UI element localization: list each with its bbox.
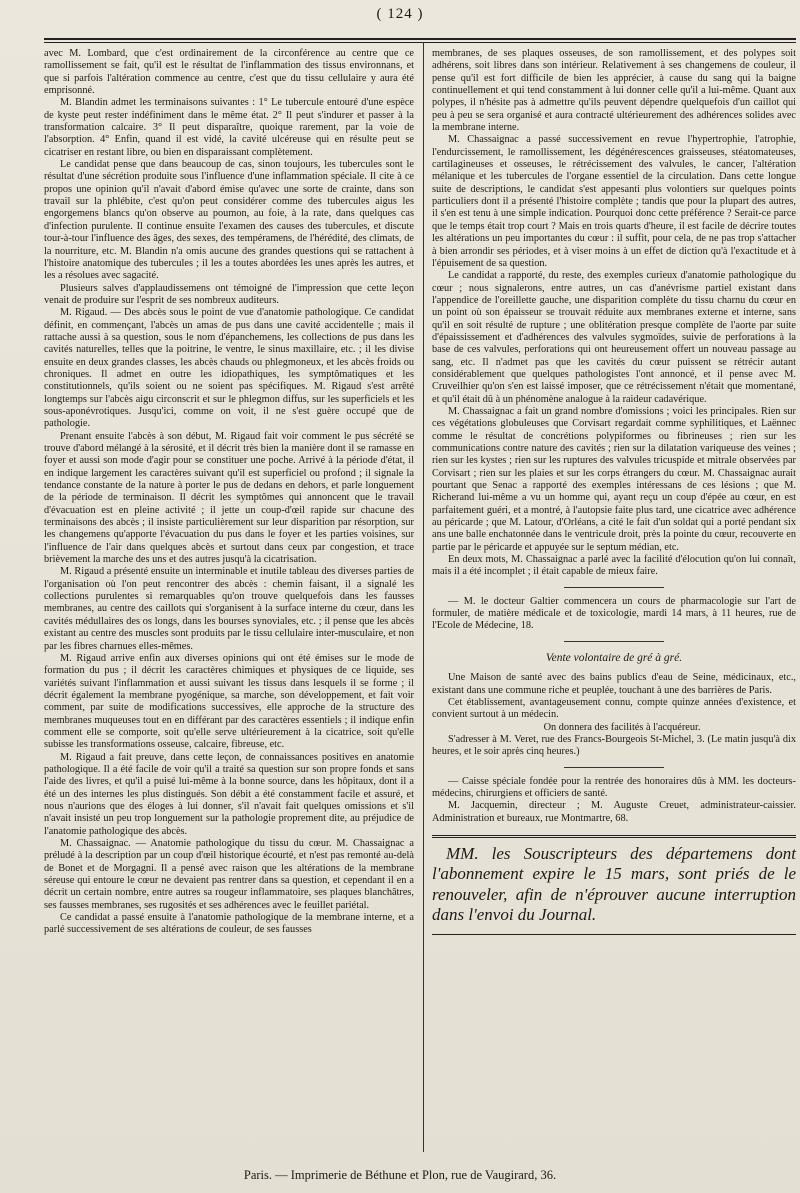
article-paragraph: avec M. Lombard, que c'est ordinairement de la circonférence au centre que ce ramollissement se fait, qu'il est le résultat de l'inflammation des tissus environnans, et que si parfois l'altération commence au centre, c'est que du tissu cellulaire y aura été emprisonné. [44,48,414,97]
article-paragraph: Prenant ensuite l'abcès à son début, M. Rigaud fait voir comment le pus sécrété se trouve d'abord mélangé à la sérosité, et il décrit très bien la manière dont il se ramasse en foyer et aussi son mode d'agir pour se constituer une poche. Arrivé à la période d'état, il en indique largement les caractères suivant qu'il est superficiel ou profond ; il signale la tendance constante de la nature à porter le pus de dedans en dehors, et parle longuement de la période de terminaison. Il décrit les symptômes qui annoncent que le travail d'évacuation est en pleine activité ; il jette un coup-d'œil rapide sur chacune des terminaisons des abcès ; il insiste particulièrement sur leur disparition par résorption, sur les changemens qu'apporte l'évacuation du pus dans le foyer et les parties voisines, sur l'influence de l'air dans quelques abcès et surtout dans ceux par congestion, et trace brièvement la marche des uns et des autres jusqu'à la cicatrisation. [44,430,414,566]
printer-footer: Paris. — Imprimerie de Béthune et Plon, rue de Vaugirard, 36. [243,1168,557,1182]
sale-paragraph: Une Maison de santé avec des bains publics d'eau de Seine, médicinaux, etc., existant dans une commune riche et peuplée, touchant à une des barrières de Paris. [432,672,796,696]
article-paragraph: Le candidat a rapporté, du reste, des exemples curieux d'anatomie pathologique du cœur ; nous signalerons, entre autres, un cas d'anévrisme partiel existant dans l'appendice de l'oreillette gauche, une disparition complète du tissu charnu du cœur en un point où son épaisseur se trouvait réduite aux membranes externe et interne, sans qu'il en soit résulté de rupture ; une oblitération presque complète de l'aorte par suite d'épaississement et d'adhérences des valvules sygmoïdes, suivie de perforations à la base de ces valvules, perforations qui ont heureusement offert un nouveau passage au sang, etc. Il n'admet pas que les cavités du cœur puissent se rétrécir autant considérablement que quelques pathologistes l'ont annoncé, et il pense avec M. Cruveilhier qu'on s'en est laissé imposer, que ce rétrécissement n'était que momentané, et qu'il était dû à un phénomène analogue à la raideur cadavérique. [432,270,796,405]
article-paragraph: Le candidat pense que dans beaucoup de cas, sinon toujours, les tubercules sont le résultat d'une sécrétion produite sous l'influence d'une inflammation spéciale. Il cite à ce propos une opinion qu'il n'avait d'abord émise qu'avec une sorte de crainte, dans son travail sur la phlébite, c'est qu'on peut considérer comme des tubercules aigus les engorgemens blancs qu'on observe au poumon, au foie, à la rate, dans quelques cas d'infection purulente. Il continue ensuite l'examen des causes des tubercules, et discute tour-à-tour l'influence des âges, des sexes, des tempéramens, de l'hérédité, des climats, de la nourriture, etc. M. Blandin n'a omis aucune des grandes questions qui se rattachent à l'histoire anatomique des tubercules ; il les a toutes abordées les unes après les autres, et les a résolues avec sagacité. [44,159,414,282]
article-paragraph: M. Chassaignac. — Anatomie pathologique du tissu du cœur. M. Chassaignac a préludé à la description par un coup d'œil historique écourté, et n'est pas remonté au-delà de Bonet et de Morgagni. Il a pensé avec raison que les altérations de la membrane séreuse qui entoure le cœur ne devaient pas rentrer dans sa question, et cependant il en a décrit un certain nombre, entre autres sa rougeur inflammatoire, ses plaques blanchâtres, ses fausses membranes, ses rugosités et ses adhérences avec le feuillet pariétal. [44,838,414,911]
section-divider [564,587,664,588]
section-divider [564,641,664,642]
caisse-paragraph: M. Jacquemin, directeur ; M. Auguste Creuet, administrateur-caissier. Administration et bureaux, rue Montmartre, 68. [432,800,796,824]
column-divider [423,42,424,1152]
caisse-paragraph: — Caisse spéciale fondée pour la rentrée des honoraires dûs à MM. les docteurs-médecins, chirurgiens et officiers de santé. [432,775,796,799]
article-paragraph: En deux mots, M. Chassaignac a parlé avec la facilité d'élocution qu'on lui connaît, mais il a été incomplet ; il était capable de mieux faire. [432,554,796,578]
article-paragraph: M. Blandin admet les terminaisons suivantes : 1° Le tubercule entouré d'une espèce de kyste peut rester indéfiniment dans le même état. 2° Il peut s'indurer et passer à la transformation calcaire. 3° Il peut disparaître, quoique rarement, par la voie de l'absorption. 4° Enfin, quand il est vidé, la cavité ulcéreuse qui en résulte peut se cicatriser en restant libre, ou bien en disparaissant complètement. [44,97,414,158]
header-rule [44,38,796,43]
article-paragraph: membranes, de ses plaques osseuses, de son ramollissement, et des polypes soit adhérens, soit libres dans son intérieur. Relativement à ses changemens de couleur, il pense qu'il est fort difficile de bien les apprécier, à cause du sang qui la baigne continuellement et qui tend constamment à lui donner celle qu'il a lui-même. Quant aux polypes, il n'hésite pas à admettre qu'ils peuvent dépendre quelquefois d'un caillot qui peu à peu se sera organisé et aura contracté ultérieurement des adhérences solides avec la membrane interne. [432,48,796,134]
course-announcement: — M. le docteur Galtier commencera un cours de pharmacologie sur l'art de formuler, de matière médicale et de toxicologie, mardi 14 mars, à 11 heures, rue de l'Ecole de Médecine, 18. [432,595,796,632]
article-paragraph: M. Chassaignac a passé successivement en revue l'hypertrophie, l'atrophie, l'endurcissement, le ramollissement, les dégénérescences graisseuses, stéatomateuses, cartilagineuses et osseuses, le rétrécissement des valvules, le cancer, l'altération mélanique et les tubercules de l'organe essentiel de la circulation. Dans cette longue suite de descriptions, le candidat s'est appesanti plus volontiers sur quelques points particuliers dont il a présenté l'histoire complète ; tandis que pour la plupart des autres, il s'en est tenu à une simple indication. Pourquoi donc cette préférence ? Serait-ce parce que le temps était trop court ? Mais en trois quarts d'heure, il est facile de décrire toutes les altérations un peu importantes du cœur : il suffit, pour cela, de ne pas trop s'attacher à bien arrondir ses périodes, et à viser moins à un effet de diction qu'à l'exactitude et à l'épuisement de sa question. [432,134,796,269]
notice-rule [432,835,796,838]
sale-paragraph: S'adresser à M. Veret, rue des Francs-Bourgeois St-Michel, 3. (Le matin jusqu'à dix heures, et le soir après cinq heures.) [432,733,796,758]
sale-paragraph: Cet établissement, avantageusement connu, compte quinze années d'existence, et convient surtout à un médecin. [432,696,796,721]
article-paragraph: M. Rigaud. — Des abcès sous le point de vue d'anatomie pathologique. Ce candidat définit, en commençant, l'abcès un amas de pus dans une cavité accidentelle ; mais il rattache aussi à sa question, sous le nom d'épanchemens, les collections de pus dans les cavités naturelles, telles que la poitrine, le ventre, le sinus maxillaire, etc. ; il les divise ensuite en deux grandes classes, les abcès chauds ou phlegmoneux, et les abcès froids ou chroniques. Il admet en outre les idiopathiques, les symptômatiques et les constitutionnels, qu'ils soient ou ne soient pas spécifiques. M. Rigaud s'est arrêté longtemps sur l'abcès aigu circonscrit et sur le phlegmon diffus, sur les superficiels et les sous-aponévrotiques. Jusqu'ici, comme on voit, il ne s'est guère occupé que de pathologie. [44,307,414,430]
left-column [44,48,414,937]
section-divider [564,767,664,768]
article-paragraph: M. Rigaud arrive enfin aux diverses opinions qui ont été émises sur le mode de formation du pus ; il décrit les caractères chimiques et physiques de ce liquide, ses variétés suivant l'inflammation et aussi suivant les tissus dans lesquels il se forme ; il décrit également la membrane pyogénique, sa marche, son développement, et fait voir comment, par suite de modifications successives, elle approche de la structure des membranes muqueuses tout en en différant par des caractères essentiels ; il indique enfin comment elle se comporte, soit qu'elle serve ultérieurement à la cicatrice, soit qu'elle subisse les transformations osseuse, calcaire, fibreuse, etc. [44,652,414,751]
sale-paragraph: On donnera des facilités à l'acquéreur. [543,721,701,733]
article-paragraph: M. Chassaignac a fait un grand nombre d'omissions ; voici les principales. Rien sur ces végétations globuleuses que Corvisart regardait comme syphilitiques, et Laënnec comme le résultat de concrétions polypiformes ou fibrineuses ; rien sur les communications contre nature des cavités ; rien sur la dilatation variqueuse des veines ; rien sur les kystes ; rien sur les ruptures des valvules tricuspide et mitrale observées par Corvisart ; rien sur les plaies et sur les corps étrangers du cœur. M. Chassaignac aurait pourtant que Senac a rapporté des exemples intéressans de ces lésions ; que M. Richerand lui-même a vu un homme qui, ayant reçu un coup d'épée au cœur, en est parfaitement guéri, et a montré, à l'autopsie faite plus tard, une cicatrice avec adhérence au péricarde ; que M. Latour, d'Orléans, a cité le fait d'un soldat qui a porté pendant six ans une balle enchatonnée dans le ventricule droit, près la pointe du cœur, recouverte en partie par le péricarde et appuyée sur le septum médian, etc. [432,405,796,553]
page-number: ( 124 ) [376,6,424,22]
article-paragraph: Ce candidat a passé ensuite à l'anatomie pathologique de la membrane interne, et a parlé successivement de ses altérations de couleur, de ses fausses [44,912,414,936]
subscriber-notice: MM. les Souscripteurs des départemens dont l'abonnement expire le 15 mars, sont priés de le renouveler, afin de n'éprouver aucune interruption dans l'envoi du Journal. [432,843,796,925]
sale-section-title: Vente volontaire de gré à gré. [545,651,683,664]
notice-rule [432,934,796,935]
article-paragraph: M. Rigaud a fait preuve, dans cette leçon, de connaissances positives en anatomie pathologique. Il a été facile de voir qu'il a traité sa question sur son propre fonds et sans l'aide des livres, et qu'il a puisé lui-même à la bonne source, dans les hôpitaux, dont il a été un des internes les plus distingués. Son débit a été constamment facile et assuré, et nous n'aurions que des éloges à lui donner, s'il n'avait fait quelques omissions et s'il n'avait insisté un peu trop longuement sur la pathologie proprement dite, au préjudice de l'anatomie pathologique des abcès. [44,751,414,837]
right-column [432,48,796,935]
article-paragraph: M. Rigaud a présenté ensuite un interminable et inutile tableau des diverses parties de l'organisation où l'on peut rencontrer des abcès : chemin faisant, il a signalé les collections purulentes si remarquables qu'on trouve quelquefois dans les fausses membranes, au centre des caillots qui s'organisent à la surface interne du cœur, dans les cavités médullaires des os longs, dans les bourses synoviales, etc. ; il pense que les abcès existant au centre des muscles sont produits par le tissu cellulaire inter-musculaire, et non par les fibres charnues elles-mêmes. [44,566,414,652]
article-paragraph: Plusieurs salves d'applaudissemens ont témoigné de l'impression que cette leçon venait de produire sur l'esprit de ses nombreux auditeurs. [44,282,414,306]
